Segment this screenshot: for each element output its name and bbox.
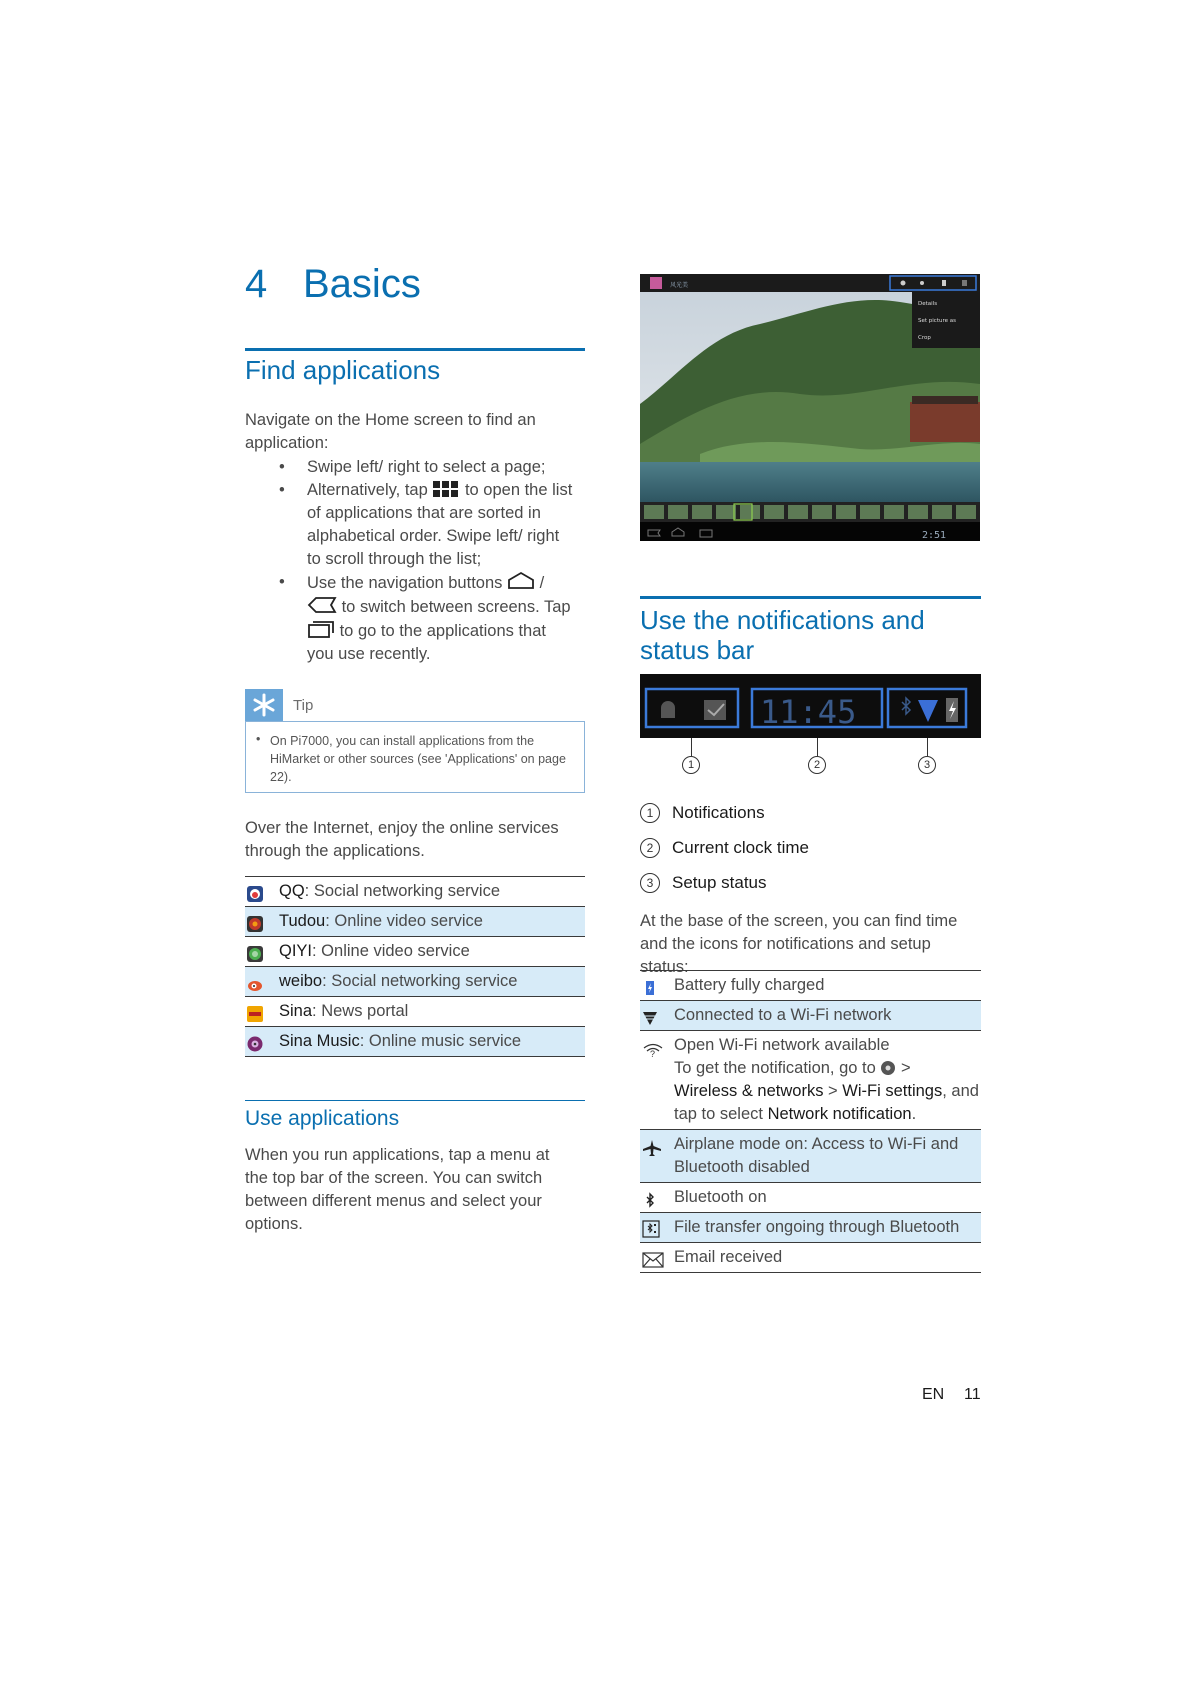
callout-2: 2 <box>808 756 826 774</box>
row-text: Bluetooth on <box>674 1188 767 1206</box>
callout-line <box>817 738 818 756</box>
wifi-connected-icon <box>642 1007 658 1023</box>
legend-label: Notifications <box>672 803 765 822</box>
bluetooth-icon <box>642 1189 658 1205</box>
table-row <box>640 971 981 1001</box>
gallery-screenshot <box>640 274 980 541</box>
legend-item-2 <box>640 838 809 858</box>
table-row <box>640 1031 981 1130</box>
bullet-mark: • <box>279 573 285 591</box>
landscape-photo <box>640 274 980 541</box>
callout-3: 3 <box>918 756 936 774</box>
legend-label: Setup status <box>672 873 767 892</box>
chapter-heading <box>245 262 421 307</box>
find-apps-bullets <box>279 456 577 666</box>
status-bar-time: 11:45 <box>760 693 857 731</box>
gt-sign: > <box>828 1082 838 1100</box>
chapter-title: Basics <box>303 262 421 306</box>
bullet-navigation-text-b: to switch between screens. Tap <box>341 598 571 616</box>
status-icons-table <box>640 970 981 1273</box>
app-name: Sina Music <box>279 1032 360 1050</box>
page-number: 11 <box>964 1386 981 1403</box>
wifi-settings-label: Wi-Fi settings <box>842 1082 943 1100</box>
callout-line <box>927 738 928 756</box>
menu-set-picture: Set picture as <box>918 318 956 324</box>
bullet-app-list-text-b: to open the list of applications that are sorted in alphabetical order. Swipe left/ right to scroll through the list; <box>307 481 573 568</box>
weibo-icon <box>247 973 263 989</box>
app-name: QQ <box>279 882 305 900</box>
legend-number: 1 <box>640 803 660 823</box>
legend-item-1 <box>640 803 765 823</box>
sina-music-icon <box>247 1033 263 1049</box>
bullet-navigation <box>279 571 577 666</box>
app-desc: : Social networking service <box>322 972 518 990</box>
online-services-table <box>245 876 585 1057</box>
online-intro: Over the Internet, enjoy the online services through the applications. <box>245 819 559 860</box>
section-rule <box>245 348 585 351</box>
tip-label: Tip <box>293 697 314 714</box>
table-row <box>245 877 585 907</box>
bullet-swipe-text: Swipe left/ right to select a page; <box>307 458 546 476</box>
legend-number: 2 <box>640 838 660 858</box>
app-name: Sina <box>279 1002 313 1020</box>
app-desc: : News portal <box>312 1002 409 1020</box>
app-name: Tudou <box>279 912 326 930</box>
tudou-icon <box>247 913 263 929</box>
email-icon <box>642 1249 658 1265</box>
tip-icon <box>245 689 283 721</box>
wifi-open-line5: , and tap to select <box>674 1082 979 1123</box>
app-desc: : Social networking service <box>304 882 501 900</box>
table-row <box>245 907 585 937</box>
bullet-app-list <box>279 479 577 571</box>
battery-icon <box>642 977 658 993</box>
notif-intro: At the base of the screen, you can find time and the icons for notifications and setup status: <box>640 912 958 976</box>
back-icon <box>307 595 337 615</box>
use-apps-heading: Use applications <box>245 1107 400 1130</box>
row-text: Battery fully charged <box>674 976 825 994</box>
section-rule <box>640 596 981 599</box>
qq-icon <box>247 883 263 899</box>
file-transfer-icon <box>642 1219 658 1235</box>
market-notification-icon <box>704 700 726 720</box>
legend-item-3 <box>640 873 767 893</box>
table-row <box>640 1213 981 1243</box>
android-notification-icon <box>661 701 675 718</box>
network-notification-label: Network notification <box>767 1105 912 1123</box>
app-desc: : Online music service <box>359 1032 522 1050</box>
tip-box <box>245 721 585 793</box>
table-row <box>640 1183 981 1213</box>
bullet-app-list-text-a: Alternatively, tap <box>307 481 428 499</box>
row-text: File transfer ongoing through Bluetooth <box>674 1218 960 1236</box>
app-name: weibo <box>279 972 323 990</box>
notif-heading-line2: status bar <box>640 635 755 665</box>
qiyi-icon <box>247 943 263 959</box>
wifi-open-period: . <box>911 1105 917 1123</box>
table-row <box>640 1130 981 1183</box>
home-icon <box>507 571 535 591</box>
notif-heading-line1: Use the notifications and <box>640 605 925 635</box>
tip-bullet: • <box>256 732 261 746</box>
chapter-number: 4 <box>245 262 268 306</box>
recent-apps-icon <box>307 619 335 639</box>
screenshot-time: 2:51 <box>922 530 947 541</box>
find-apps-heading: Find applications <box>245 355 441 385</box>
app-name: QIYI <box>279 942 313 960</box>
bullet-swipe <box>279 456 577 479</box>
row-text: Email received <box>674 1248 783 1266</box>
table-row <box>640 1243 981 1273</box>
notif-heading <box>640 605 925 665</box>
section-rule <box>245 1100 585 1101</box>
bullet-navigation-sep: / <box>539 574 545 592</box>
settings-icon <box>880 1060 896 1076</box>
svg-text:?: ? <box>650 1049 656 1058</box>
table-row <box>245 997 585 1027</box>
table-row <box>245 937 585 967</box>
bluetooth-status-icon <box>902 698 910 714</box>
wifi-status-icon <box>918 700 938 722</box>
app-desc: : Online video service <box>325 912 483 930</box>
bullet-navigation-text-a: Use the navigation buttons <box>307 574 503 592</box>
callout-1: 1 <box>682 756 700 774</box>
app-desc: : Online video service <box>312 942 470 960</box>
wifi-open-line1: Open Wi-Fi network available <box>674 1036 890 1054</box>
app-grid-icon <box>432 480 460 498</box>
tip-header <box>245 689 585 721</box>
footer-language: EN <box>922 1386 945 1403</box>
bullet-mark: • <box>279 481 285 499</box>
screenshot-title: 风光美 <box>670 282 689 289</box>
table-row <box>245 967 585 997</box>
bullet-mark: • <box>279 458 285 476</box>
gt-sign: > <box>901 1059 911 1077</box>
wifi-open-line2: To get the notification, go to <box>674 1059 876 1077</box>
row-text: Airplane mode on: Access to Wi-Fi and Bluetooth disabled <box>674 1135 959 1176</box>
legend-label: Current clock time <box>672 838 809 857</box>
menu-details: Details <box>918 301 938 307</box>
table-row <box>640 1001 981 1031</box>
status-bar-image <box>640 674 981 738</box>
use-apps-text: When you run applications, tap a menu at the top bar of the screen. You can switch between different menus and select your options. <box>245 1146 550 1233</box>
legend-number: 3 <box>640 873 660 893</box>
row-text: Connected to a Wi-Fi network <box>674 1006 892 1024</box>
tip-text: On Pi7000, you can install applications from the HiMarket or other sources (see 'Applications' on page 22). <box>270 734 566 784</box>
menu-crop: Crop <box>918 335 931 341</box>
find-apps-intro: Navigate on the Home screen to find an application: <box>245 411 536 452</box>
sina-icon <box>247 1003 263 1019</box>
table-row <box>245 1027 585 1057</box>
wireless-networks-label: Wireless & networks <box>674 1082 824 1100</box>
callout-line <box>691 738 692 756</box>
bullet-navigation-text-c: to go to the applications that you use recently. <box>307 622 546 663</box>
